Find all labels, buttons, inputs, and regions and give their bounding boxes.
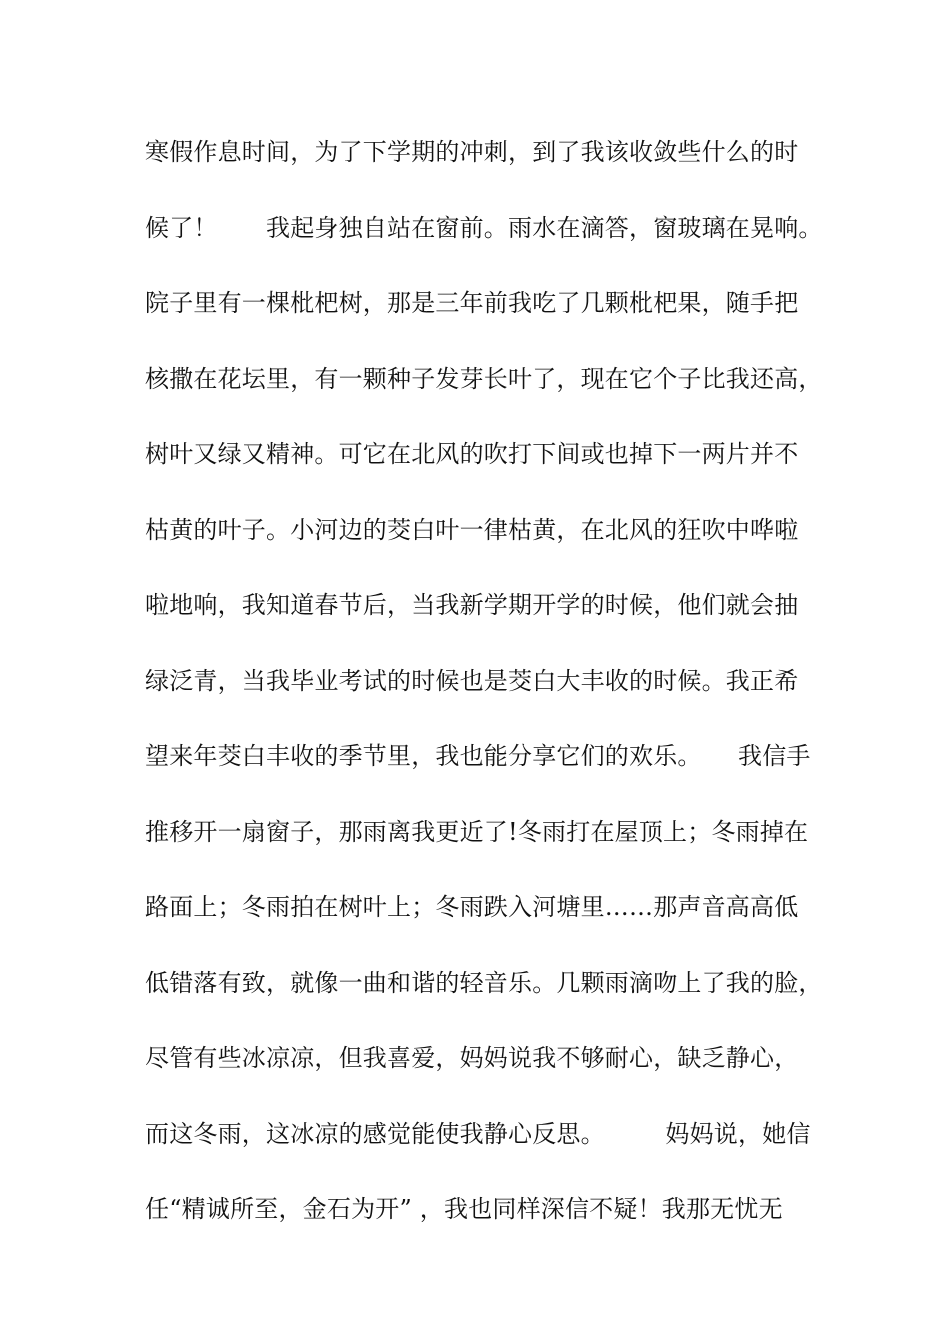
text-line: 而这冬雨，这冰凉的感觉能使我静心反思。 妈妈说，她信 (145, 1119, 811, 1148)
text-line: 望来年茭白丰收的季节里，我也能分享它们的欢乐。 我信手 (145, 742, 811, 770)
text-line: 任“精诚所至，金石为开” ，我也同样深信不疑！我那无忧无 (145, 1195, 783, 1223)
text-line: 推移开一扇窗子，那雨离我更近了!冬雨打在屋顶上；冬雨掉在 (145, 817, 809, 846)
text-line: 候了！ 我起身独自站在窗前。雨水在滴答，窗玻璃在晃响。 (145, 213, 823, 242)
text-line: 绿泛青，当我毕业考试的时候也是茭白大丰收的时候。我正希 (145, 666, 799, 695)
text-line: 树叶又绿又精神。可它在北风的吹打下间或也掉下一两片并不 (145, 440, 799, 468)
text-line: 低错落有致，就像一曲和谐的轻音乐。几颗雨滴吻上了我的脸， (145, 968, 823, 997)
text-line: 院子里有一棵枇杷树，那是三年前我吃了几颗枇杷果，随手把 (145, 289, 799, 317)
text-line: 核撒在花坛里，有一颗种子发芽长叶了，现在它个子比我还高， (145, 364, 823, 393)
body-text (145, 132, 845, 1265)
text-line: 啦地响，我知道春节后，当我新学期开学的时候，他们就会抽 (145, 591, 799, 619)
text-line: 枯黄的叶子。小河边的茭白叶一律枯黄，在北风的狂吹中哗啦 (145, 515, 799, 544)
text-line: 寒假作息时间，为了下学期的冲刺，到了我该收敛些什么的时 (145, 138, 799, 166)
text-line: 路面上；冬雨拍在树叶上；冬雨跌入河塘里……那声音高高低 (145, 893, 799, 921)
text-line: 尽管有些冰凉凉，但我喜爱，妈妈说我不够耐心，缺乏静心， (145, 1044, 799, 1072)
